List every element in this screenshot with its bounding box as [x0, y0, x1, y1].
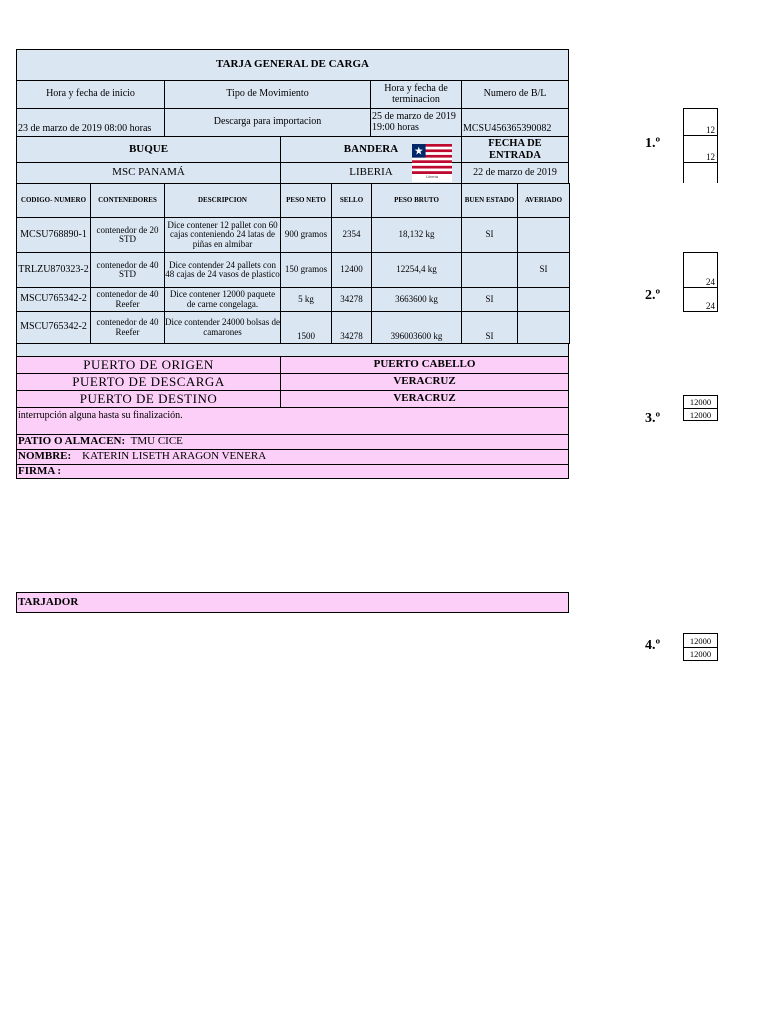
step-4-label: 4.º: [645, 638, 661, 653]
numero-bl-label: Numero de B/L: [461, 80, 569, 109]
patio-value: TMU CICE: [130, 435, 183, 448]
cell-sello: 12400: [331, 252, 372, 288]
liberia-flag-icon: [412, 144, 452, 174]
fecha-entrada-label: FECHA DE ENTRADA: [461, 136, 569, 163]
cell-codigo-numero: MSCU765342-2: [16, 287, 91, 312]
header-buen-estado: BUEN ESTADO: [461, 183, 518, 219]
tipo-movimiento-label: Tipo de Movimiento: [164, 80, 371, 109]
cell-codigo-numero: MSCU765342-2: [16, 311, 91, 344]
fecha-entrada-value: 22 de marzo de 2019: [461, 162, 569, 184]
step-4-box-2: 12000: [683, 647, 718, 661]
step-3-box-2: 12000: [683, 408, 718, 421]
puerto-destino-label: PUERTO DE DESTINO: [16, 390, 281, 408]
step-1-line-right: [717, 162, 718, 183]
header-descripcion: DESCRIPCION: [164, 183, 281, 219]
puerto-descarga-value: VERACRUZ: [280, 373, 569, 391]
puerto-descarga-label: PUERTO DE DESCARGA: [16, 373, 281, 391]
header-codigo-numero: CODIGO- NUMERO: [16, 183, 91, 219]
header-sello: SELLO: [331, 183, 372, 219]
step-1-label: 1.º: [645, 136, 661, 151]
cell-sello: 2354: [331, 217, 372, 253]
firma-label: FIRMA :: [18, 464, 62, 477]
nombre-row: [16, 449, 569, 465]
step-2-box-1: 24: [683, 252, 718, 288]
cell-peso-bruto: 18,132 kg: [371, 217, 462, 253]
cell-codigo-numero: TRLZU870323-2: [16, 252, 91, 288]
cell-peso-bruto: 396003600 kg: [371, 311, 462, 344]
step-1-line-left: [683, 162, 684, 183]
patio-label: PATIO O ALMACEN:: [18, 435, 126, 448]
step-2-box-2: 24: [683, 287, 718, 312]
firma-row: [16, 464, 569, 479]
hora-inicio-label: Hora y fecha de inicio: [16, 80, 165, 109]
puerto-destino-value: VERACRUZ: [280, 390, 569, 408]
step-4-box-1: 12000: [683, 633, 718, 648]
cell-contenedores: contenedor de 40 Reefer: [90, 287, 165, 312]
buque-value: MSC PANAMÁ: [16, 162, 281, 184]
bandera-value: LIBERIA: [280, 162, 462, 184]
cell-descripcion: Dice contender 24000 bolsas de camarones: [164, 311, 281, 344]
step-1-box-2: 12: [683, 135, 718, 163]
cell-descripcion: Dice contender 24 pallets con 48 cajas de 24 vasos de plastico: [164, 252, 281, 288]
cell-sello: 34278: [331, 311, 372, 344]
table-spacer-row: [16, 343, 569, 357]
step-1-box-1: 12: [683, 108, 718, 136]
bandera-label: BANDERA: [280, 136, 462, 163]
buque-label: BUQUE: [16, 136, 281, 163]
cell-codigo-numero: MCSU768890-1: [16, 217, 91, 253]
cell-peso-bruto: 12254,4 kg: [371, 252, 462, 288]
overflow-text-row: [16, 407, 569, 435]
header-contenedores: CONTENEDORES: [90, 183, 165, 219]
nombre-value: KATERIN LISETH ARAGON VENERA: [82, 450, 267, 463]
hora-inicio-value: 23 de marzo de 2019 08:00 horas: [16, 108, 165, 137]
header-peso-neto: PESO NETO: [280, 183, 332, 219]
nombre-label: NOMBRE:: [18, 450, 72, 463]
cell-buen-estado: SI: [461, 217, 518, 253]
step-3-label: 3.º: [645, 411, 661, 426]
cell-descripcion: Dice contener 12 pallet con 60 cajas conteniendo 24 latas de piñas en almibar: [164, 217, 281, 253]
document-title: TARJA GENERAL DE CARGA: [16, 49, 569, 81]
cell-buen-estado: SI: [461, 287, 518, 312]
cell-sello: 34278: [331, 287, 372, 312]
cell-contenedores: contenedor de 40 Reefer: [90, 311, 165, 344]
hora-terminacion-label: Hora y fecha de terminacion: [370, 80, 462, 109]
liberia-flag-image: [412, 144, 452, 182]
puerto-origen-value: PUERTO CABELLO: [280, 356, 569, 374]
cell-buen-estado: [461, 252, 518, 288]
cell-peso-neto: 150 gramos: [280, 252, 332, 288]
step-2-label: 2.º: [645, 288, 661, 303]
cell-peso-neto: 5 kg: [280, 287, 332, 312]
cell-peso-neto: 1500: [280, 311, 332, 344]
cell-descripcion: Dice contener 12000 paquete de carne congelaga.: [164, 287, 281, 312]
header-averiado: AVERIADO: [517, 183, 570, 219]
puerto-origen-label: PUERTO DE ORIGEN: [16, 356, 281, 374]
patio-row: [16, 434, 569, 450]
numero-bl-value: MCSU456365390082: [461, 108, 569, 137]
cell-averiado: SI: [517, 252, 570, 288]
cell-contenedores: contenedor de 20 STD: [90, 217, 165, 253]
cell-buen-estado: SI: [461, 311, 518, 344]
hora-terminacion-value: 25 de marzo de 2019 19:00 horas: [370, 108, 462, 137]
cell-averiado: [517, 217, 570, 253]
tipo-movimiento-value: Descarga para importacion: [164, 108, 371, 137]
cell-peso-neto: 900 gramos: [280, 217, 332, 253]
flag-caption: Liberia: [425, 174, 438, 179]
cell-averiado: [517, 287, 570, 312]
cell-contenedores: contenedor de 40 STD: [90, 252, 165, 288]
header-peso-bruto: PESO BRUTO: [371, 183, 462, 219]
step-3-box-1: 12000: [683, 395, 718, 409]
cell-averiado: [517, 311, 570, 344]
cell-peso-bruto: 3663600 kg: [371, 287, 462, 312]
overflow-text: interrupción alguna hasta su finalización.: [18, 410, 183, 421]
tarjador-row: TARJADOR: [16, 592, 569, 613]
